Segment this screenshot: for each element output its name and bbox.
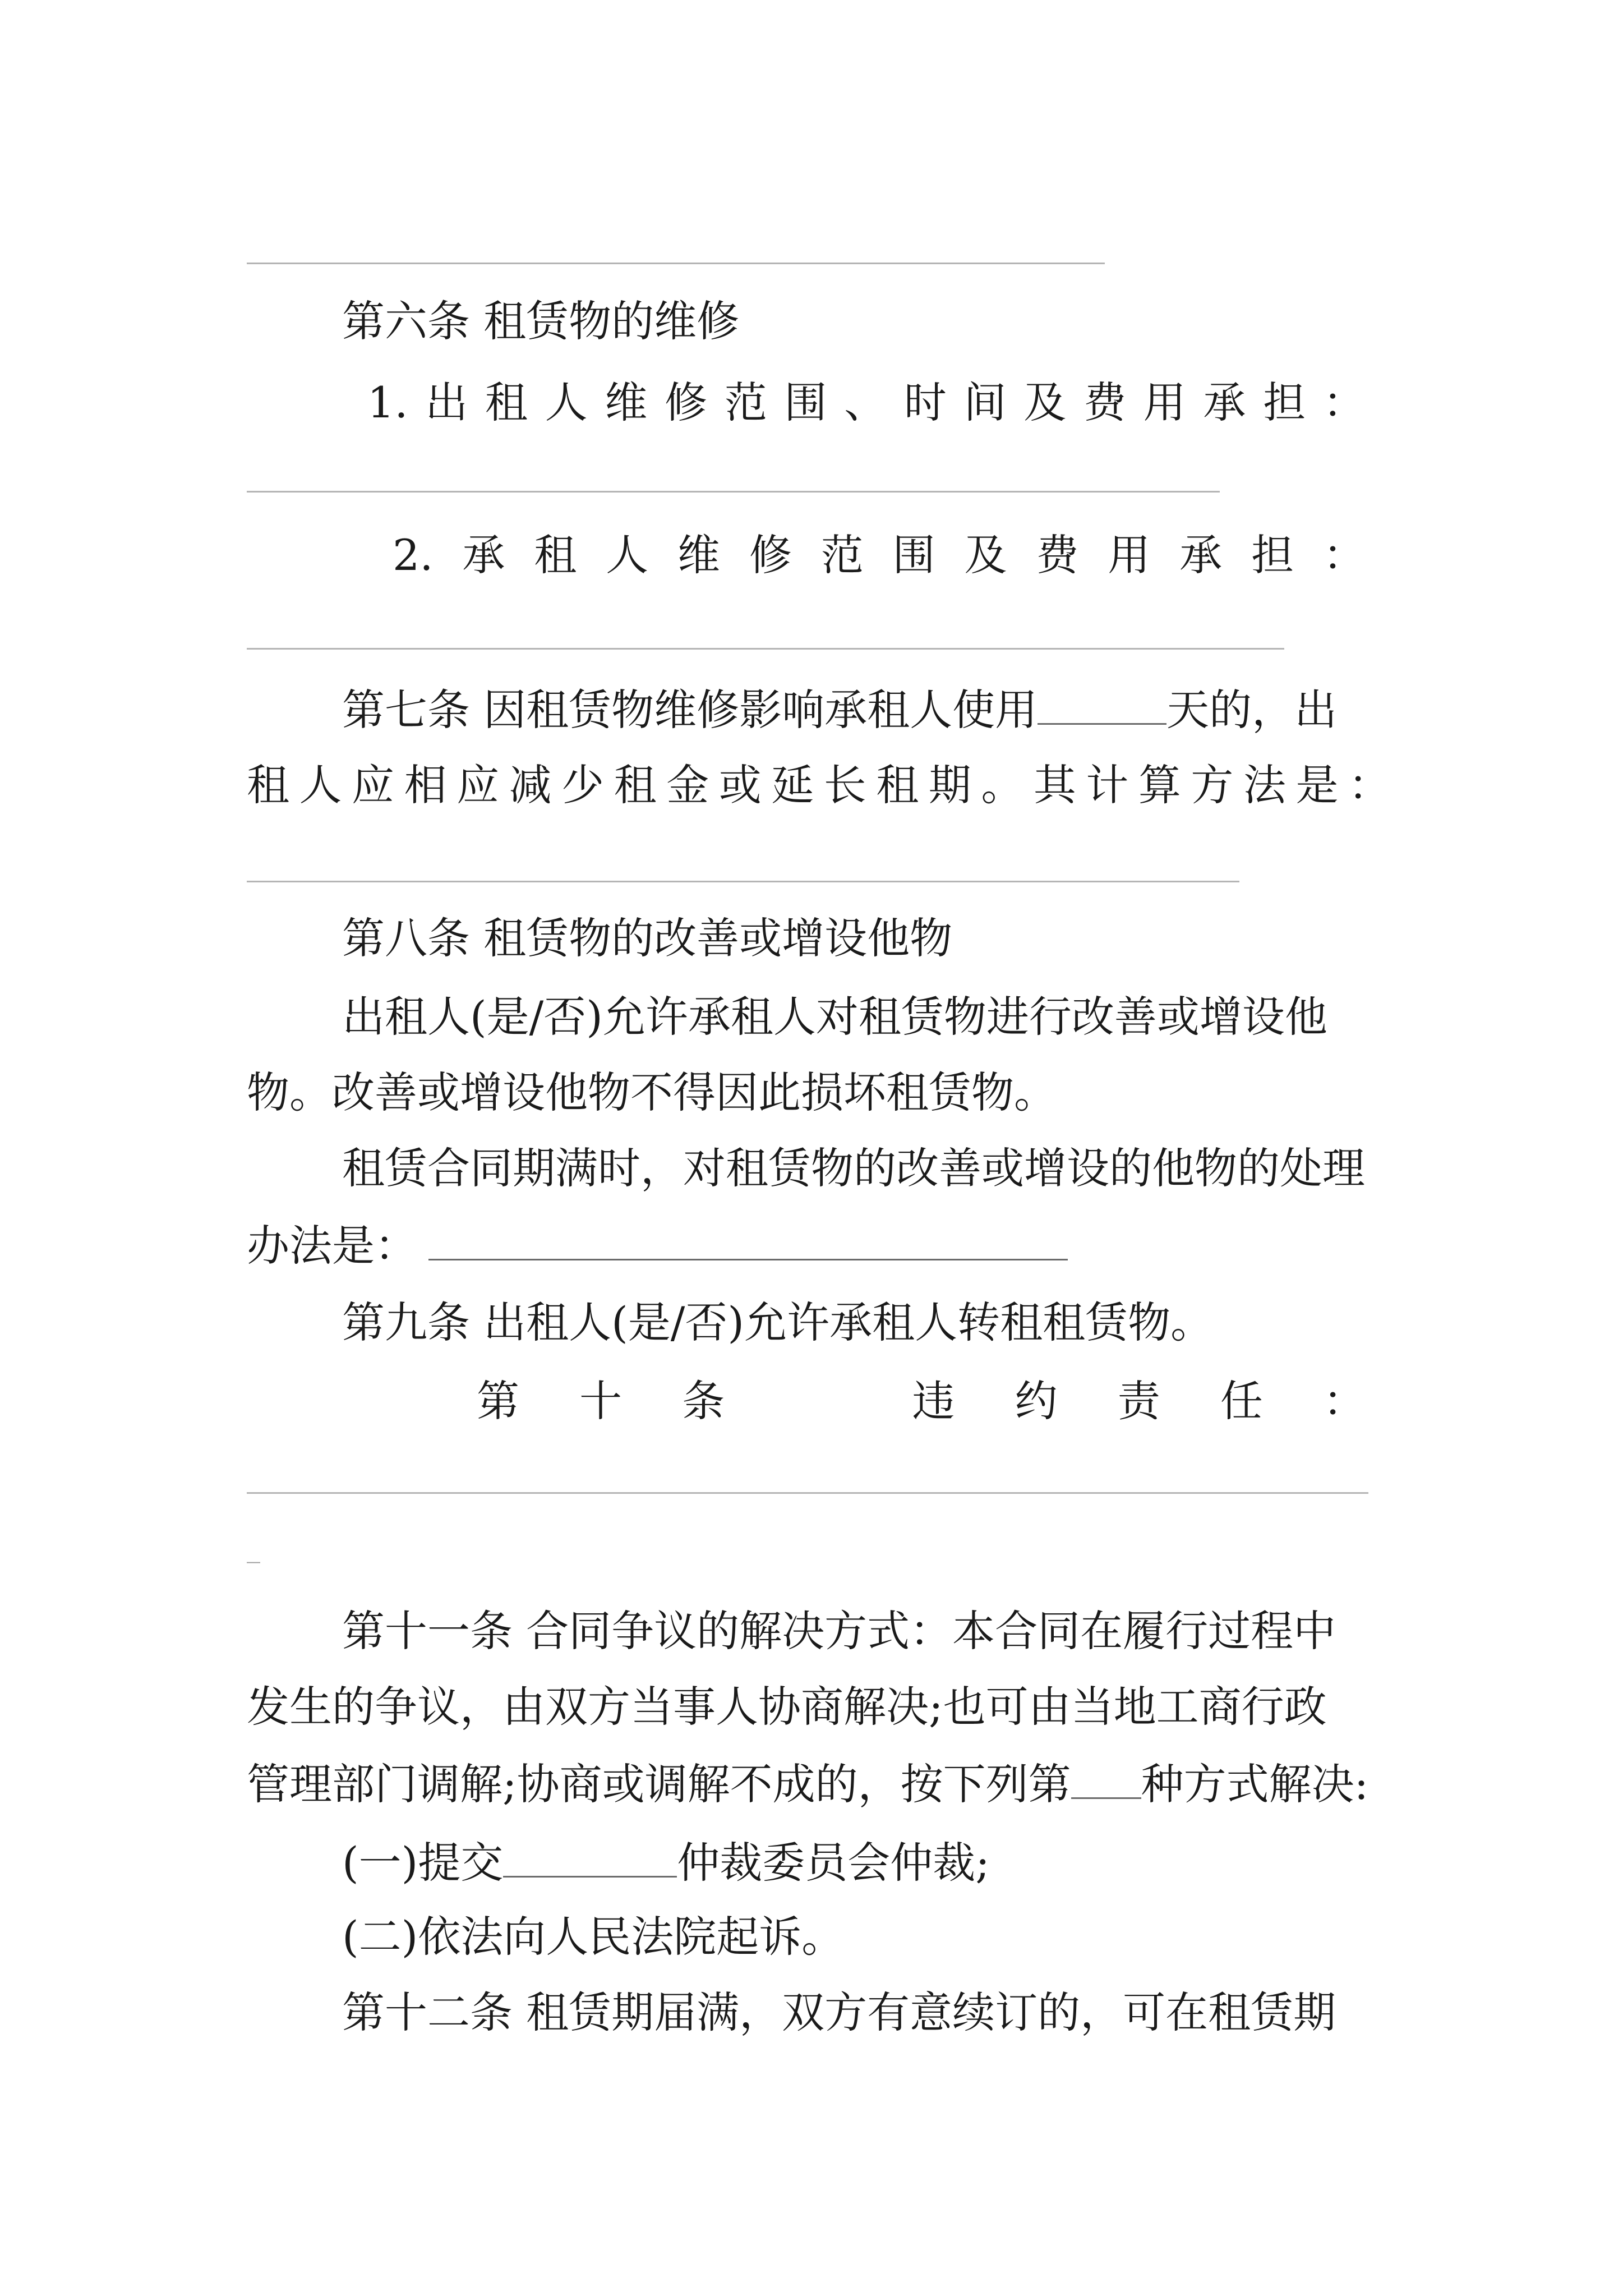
article-11-line-2: 发生的争议，由双方当事人协商解决;也可由当地工商行政 xyxy=(247,1682,1327,1732)
fill-in-blank-line xyxy=(247,881,1239,882)
article-11-line-1: 第十一条 合同争议的解决方式：本合同在履行过程中 xyxy=(342,1606,1336,1656)
article-9: 第九条 出租人(是/否)允许承租人转租租赁物。 xyxy=(342,1297,1214,1347)
fill-in-blank xyxy=(1071,1761,1141,1799)
article-6-item-1: 1. 出 租 人 维 修 范 围 、 时 间 及 费 用 承 担 ： xyxy=(367,378,1366,427)
fill-in-blank xyxy=(1038,687,1166,725)
article-8-heading: 第八条 租赁物的改善或增设他物 xyxy=(342,913,953,963)
article-12-line-1: 第十二条 租赁期届满，双方有意续订的，可在租赁期 xyxy=(342,1987,1336,2037)
article-8-paragraph-1-line-1: 出租人(是/否)允许承租人对租赁物进行改善或增设他 xyxy=(342,992,1327,1042)
article-8-paragraph-1-line-2: 物。改善或增设他物不得因此损坏租赁物。 xyxy=(247,1068,1057,1117)
article-8-paragraph-2-line-1: 租赁合同期满时，对租赁物的改善或增设的他物的处理 xyxy=(342,1143,1365,1193)
article-8-paragraph-2-line-2: 办法是： xyxy=(247,1223,1068,1267)
article-7-line-1: 第七条 因租赁物维修影响承租人使用 天的，出 xyxy=(342,685,1338,735)
article-10-heading: 第 十 条 违 约 责 任 ： xyxy=(477,1376,1366,1426)
article-11-line-3: 管理部门调解;协商或调解不成的，按下列第 种方式解决: xyxy=(247,1759,1369,1809)
article-11-option-1: (一)提交 仲裁委员会仲裁; xyxy=(342,1838,990,1888)
article-10-trailing-mark: _ xyxy=(247,1532,260,1563)
fill-in-blank-line xyxy=(247,648,1284,650)
article-7-line-2: 租人应相应减少租金或延长租期。其计算方法是： xyxy=(247,760,1391,810)
fill-in-blank-line xyxy=(247,491,1220,493)
fill-in-blank xyxy=(428,1223,1068,1260)
article-6-heading: 第六条 租赁物的维修 xyxy=(342,296,740,346)
fill-in-blank xyxy=(503,1840,677,1878)
fill-in-blank-line xyxy=(247,1492,1368,1494)
article-6-item-2: 2. 承 租 人 维 修 范 围 及 费 用 承 担 ： xyxy=(393,530,1366,580)
fill-in-blank-line xyxy=(247,263,1105,264)
article-11-option-2: (二)依法向人民法院起诉。 xyxy=(342,1912,845,1962)
